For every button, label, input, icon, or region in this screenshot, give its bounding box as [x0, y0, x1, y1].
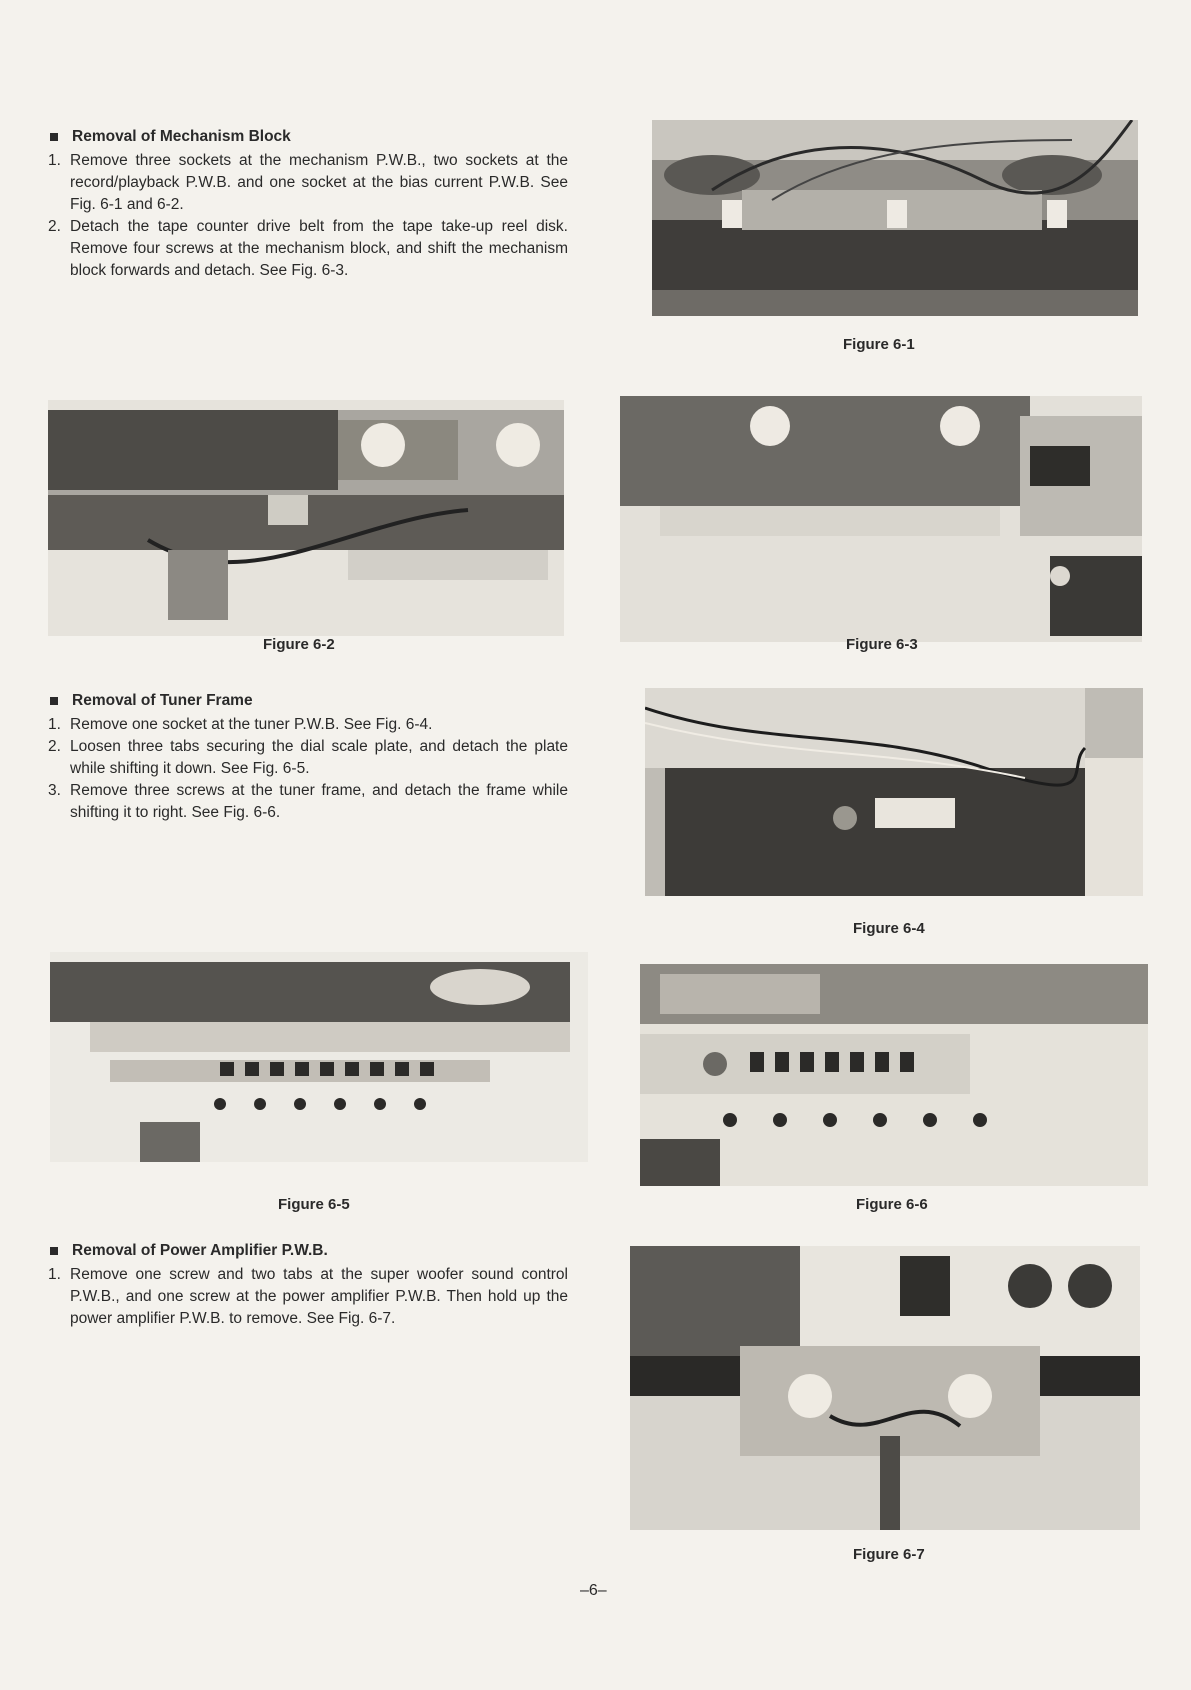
- figure-6-2-photo: [48, 400, 564, 636]
- figure-caption: Figure 6-2: [263, 636, 335, 653]
- section-title: Removal of Power Amplifier P.W.B.: [48, 1240, 568, 1262]
- section-power-amplifier: [48, 1240, 568, 1330]
- list-item: 1. Remove three sockets at the mechanism P.W.B., two sockets at the record/playback P.W.B. and one socket at the bias current P.W.B. See Fig. 6-1 and 6-2.: [48, 152, 568, 213]
- step-list: [48, 1264, 568, 1330]
- figure-caption: Figure 6-6: [856, 1196, 928, 1213]
- list-item: 2. Loosen three tabs securing the dial scale plate, and detach the plate while shifting it down. See Fig. 6-5.: [48, 738, 568, 777]
- figure-6-1-photo: [652, 120, 1138, 316]
- list-item: 2. Detach the tape counter drive belt from the tape take-up reel disk. Remove four screws at the mechanism block, and shift the mechanism block forwards and detach. See Fig. 6-3.: [48, 218, 568, 279]
- figure-caption: Figure 6-3: [846, 636, 918, 653]
- bullet-icon: [50, 1247, 58, 1255]
- bullet-icon: [50, 697, 58, 705]
- figure-caption: Figure 6-7: [853, 1546, 925, 1563]
- section-tuner-frame: [48, 690, 568, 824]
- figure-caption: Figure 6-1: [843, 336, 915, 353]
- step-list: [48, 150, 568, 282]
- section-title: Removal of Tuner Frame: [48, 690, 568, 712]
- page-number: –6–: [580, 1582, 607, 1599]
- list-item: 1. Remove one screw and two tabs at the super woofer sound control P.W.B., and one screw at the power amplifier P.W.B. Then hold up the power amplifier P.W.B. to remove. See Fig. 6-7.: [48, 1266, 568, 1327]
- figure-6-3-photo: [620, 396, 1142, 642]
- figure-caption: Figure 6-4: [853, 920, 925, 937]
- figure-6-4-photo: [645, 688, 1143, 896]
- section-title: Removal of Mechanism Block: [48, 126, 568, 148]
- section-mechanism-block: [48, 126, 568, 282]
- figure-caption: Figure 6-5: [278, 1196, 350, 1213]
- figure-6-5-photo: [50, 952, 588, 1162]
- step-list: [48, 714, 568, 824]
- list-item: 1. Remove one socket at the tuner P.W.B. See Fig. 6-4.: [48, 716, 433, 733]
- list-item: 3. Remove three screws at the tuner frame, and detach the frame while shifting it to right. See Fig. 6-6.: [48, 782, 568, 821]
- figure-6-6-photo: [640, 964, 1148, 1186]
- bullet-icon: [50, 133, 58, 141]
- figure-6-7-photo: [630, 1246, 1140, 1530]
